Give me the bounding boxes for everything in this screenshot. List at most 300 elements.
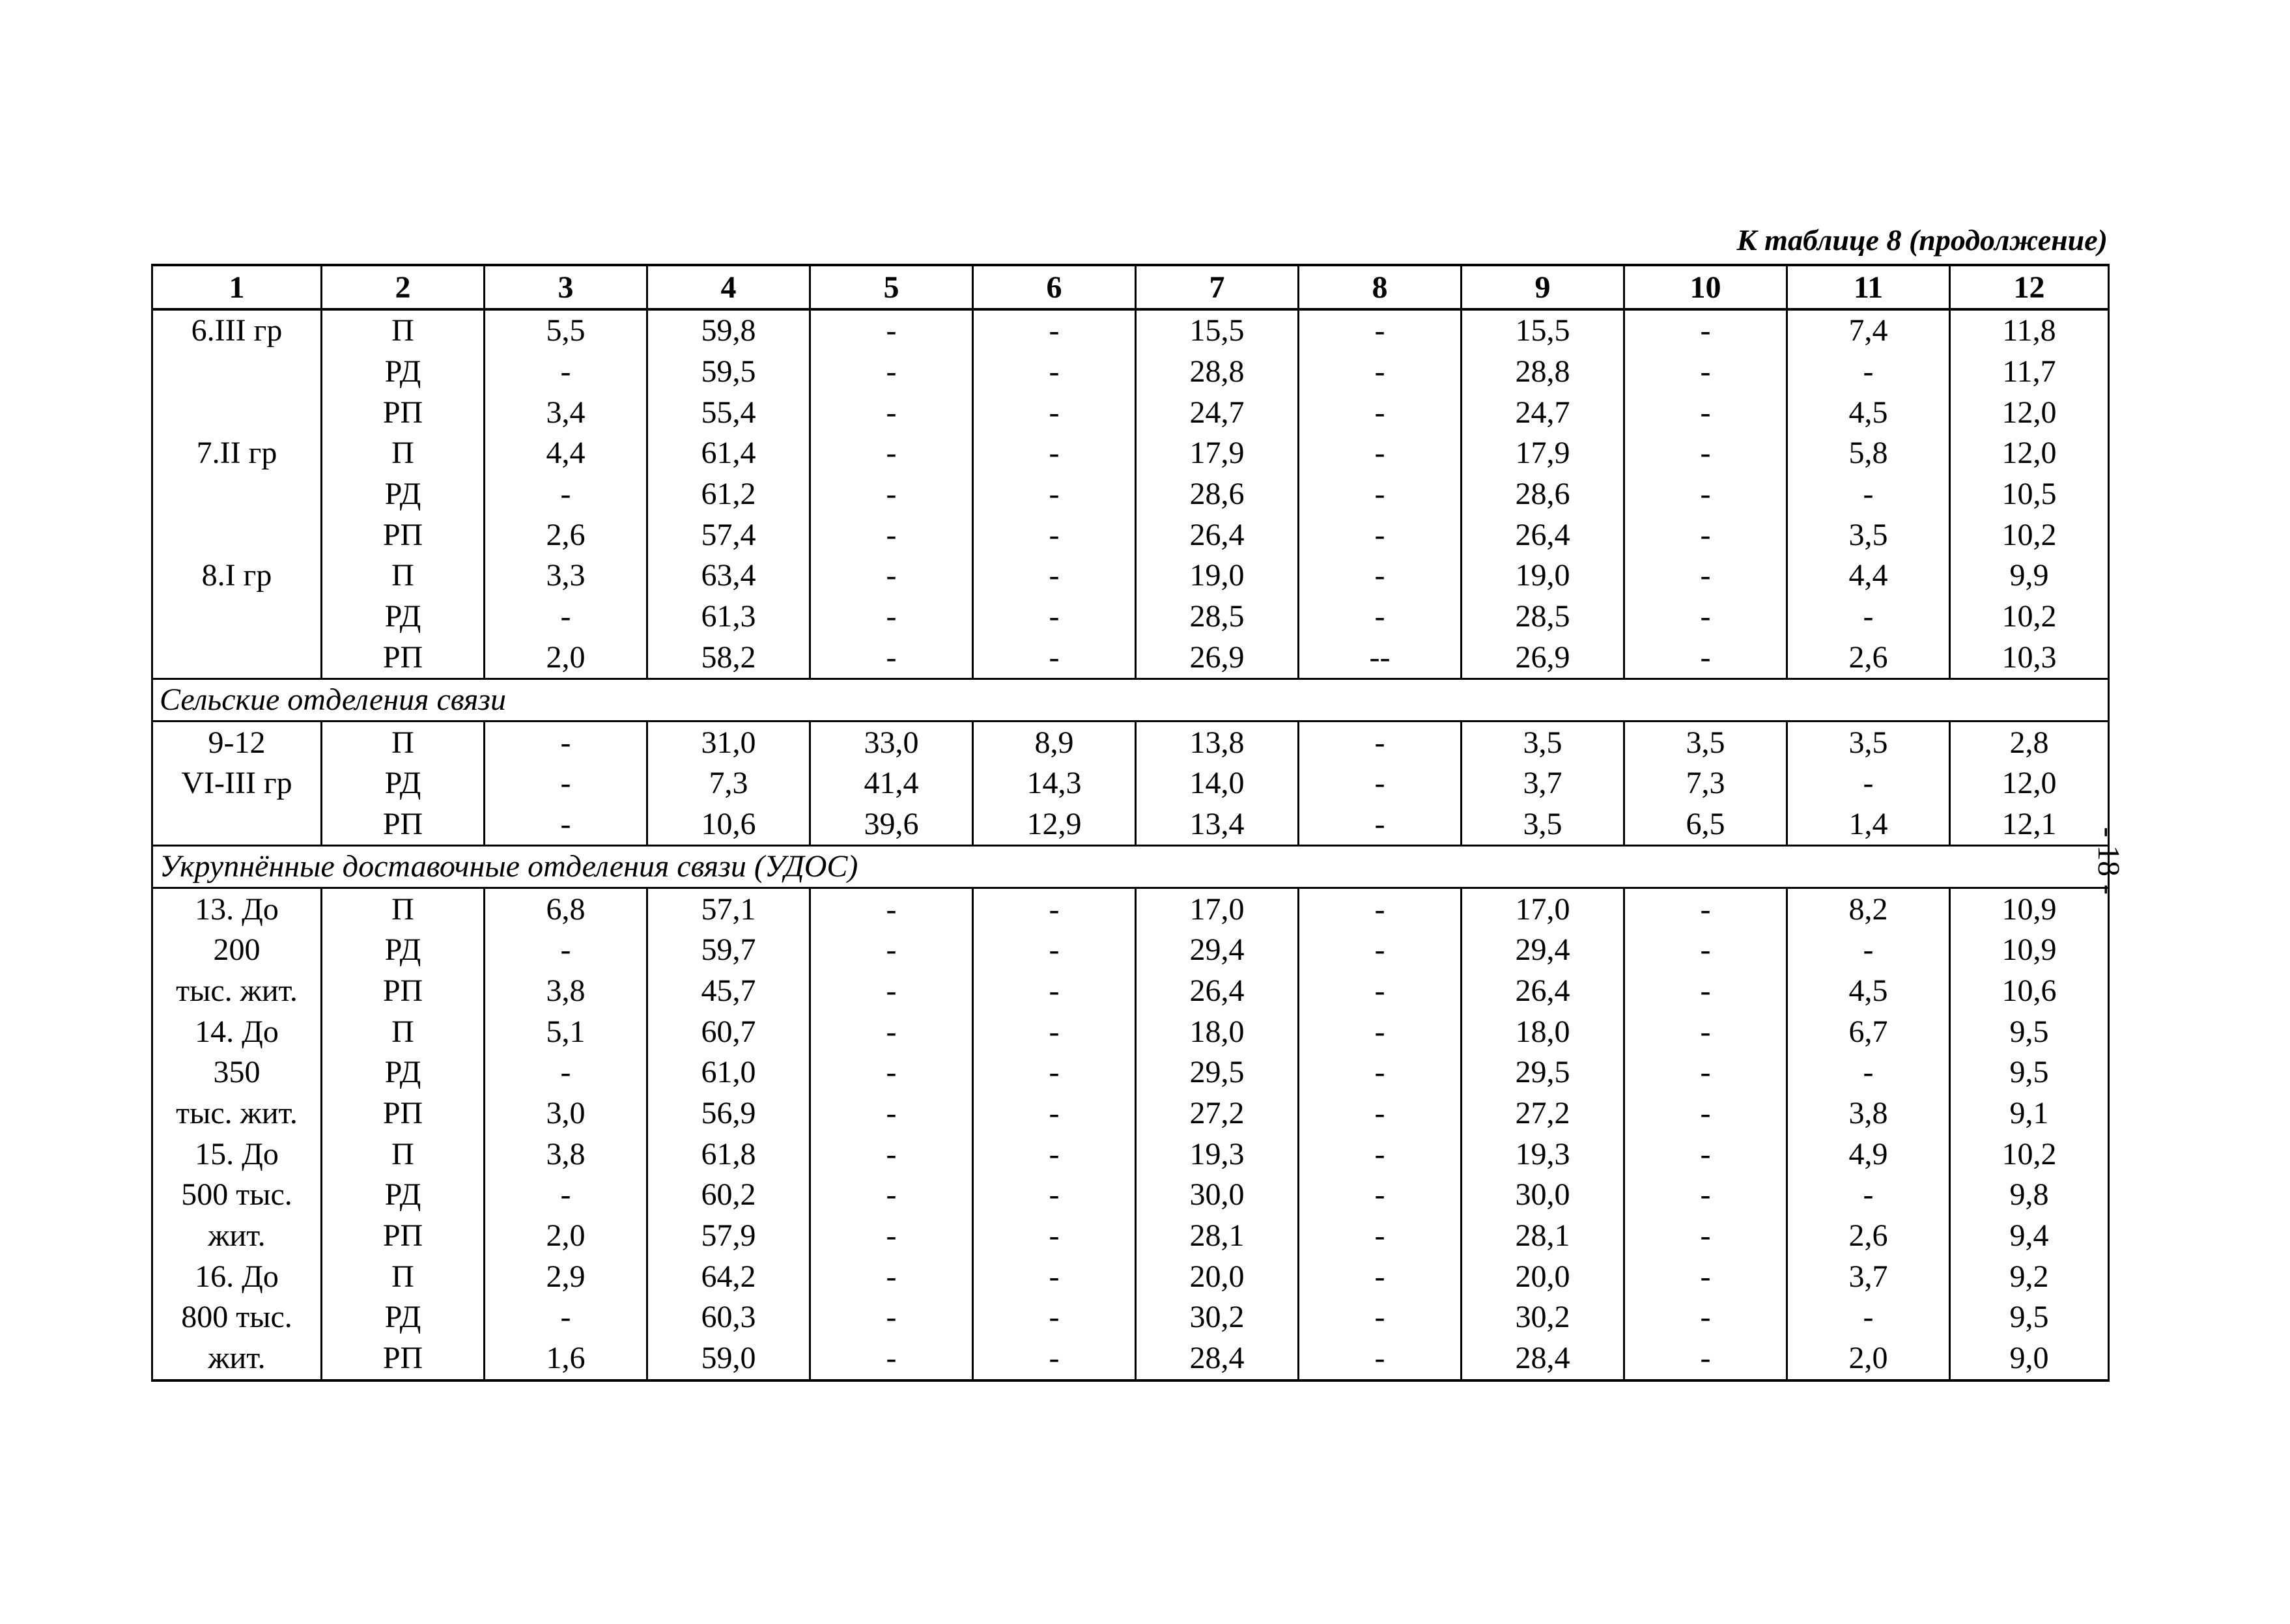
table-cell xyxy=(152,637,322,679)
table-cell: 7,3 xyxy=(647,763,810,804)
table-cell: - xyxy=(1299,1216,1462,1257)
table-cell: РП xyxy=(322,1093,485,1134)
table-cell: РД xyxy=(322,1175,485,1216)
table-cell: 3,5 xyxy=(1624,721,1787,763)
table-cell: - xyxy=(1299,309,1462,352)
section-heading-row xyxy=(152,846,2109,888)
table-cell: 19,0 xyxy=(1136,555,1299,596)
table-cell: - xyxy=(810,971,973,1012)
table-cell: - xyxy=(1299,1297,1462,1338)
table-cell: 26,4 xyxy=(1462,971,1624,1012)
table-row xyxy=(152,1256,2109,1297)
table-cell: 55,4 xyxy=(647,392,810,433)
table-cell: 17,9 xyxy=(1462,433,1624,474)
table-cell: 64,2 xyxy=(647,1256,810,1297)
table-cell: 60,7 xyxy=(647,1011,810,1052)
table-cell xyxy=(152,392,322,433)
table-cell xyxy=(152,596,322,637)
table-cell: 2,8 xyxy=(1950,721,2109,763)
table-cell: 9,5 xyxy=(1950,1011,2109,1052)
table-cell: П xyxy=(322,721,485,763)
table-cell: - xyxy=(973,1256,1136,1297)
table-cell: П xyxy=(322,555,485,596)
table-cell: 3,5 xyxy=(1787,514,1950,555)
table-cell: 3,4 xyxy=(485,392,647,433)
table-cell: 41,4 xyxy=(810,763,973,804)
table-cell: - xyxy=(810,309,973,352)
table-cell: П xyxy=(322,888,485,930)
table-cell: 5,1 xyxy=(485,1011,647,1052)
table-row xyxy=(152,637,2109,679)
table-cell: П xyxy=(322,433,485,474)
table-cell: РД xyxy=(322,763,485,804)
table-cell: 61,0 xyxy=(647,1052,810,1093)
table-cell: 15,5 xyxy=(1462,309,1624,352)
column-header: 12 xyxy=(1950,265,2109,309)
table-cell: 20,0 xyxy=(1462,1256,1624,1297)
table-cell: 2,9 xyxy=(485,1256,647,1297)
table-cell: - xyxy=(1299,888,1462,930)
table-cell: 8.I гр xyxy=(152,555,322,596)
table-cell: 17,9 xyxy=(1136,433,1299,474)
table-cell: РД xyxy=(322,474,485,515)
column-header: 10 xyxy=(1624,265,1787,309)
table-cell: - xyxy=(1624,1256,1787,1297)
table-cell: РД xyxy=(322,352,485,393)
table-cell: - xyxy=(1624,596,1787,637)
table-cell: - xyxy=(485,763,647,804)
table-cell: 59,7 xyxy=(647,930,810,971)
table-cell: 7.II гр xyxy=(152,433,322,474)
table-cell: 30,0 xyxy=(1462,1175,1624,1216)
table-cell: 61,8 xyxy=(647,1134,810,1175)
table-caption: К таблице 8 (продолжение) xyxy=(1736,223,2108,257)
table-cell: жит. xyxy=(152,1338,322,1380)
table-cell: 4,9 xyxy=(1787,1134,1950,1175)
table-cell: 60,2 xyxy=(647,1175,810,1216)
table-cell: - xyxy=(973,474,1136,515)
table-cell: 3,7 xyxy=(1462,763,1624,804)
table-cell: - xyxy=(1624,392,1787,433)
table-cell xyxy=(152,804,322,846)
table-cell: 6,5 xyxy=(1624,804,1787,846)
table-cell: - xyxy=(485,804,647,846)
table-cell: 10,9 xyxy=(1950,930,2109,971)
table-cell: 10,3 xyxy=(1950,637,2109,679)
table-row xyxy=(152,1338,2109,1380)
table-cell: - xyxy=(485,596,647,637)
table-cell: 2,0 xyxy=(485,1216,647,1257)
table-cell: - xyxy=(485,1175,647,1216)
table-cell: 12,0 xyxy=(1950,763,2109,804)
table-cell: 9,9 xyxy=(1950,555,2109,596)
data-table xyxy=(151,264,2110,1382)
table-cell: 13,4 xyxy=(1136,804,1299,846)
table-row xyxy=(152,433,2109,474)
table-cell: 9,1 xyxy=(1950,1093,2109,1134)
table-cell: - xyxy=(1299,971,1462,1012)
table-cell: 15,5 xyxy=(1136,309,1299,352)
table-cell: - xyxy=(1299,1338,1462,1380)
table-cell: 3,8 xyxy=(485,1134,647,1175)
table-cell: 10,5 xyxy=(1950,474,2109,515)
column-header: 1 xyxy=(152,265,322,309)
table-cell: 800 тыс. xyxy=(152,1297,322,1338)
table-cell: - xyxy=(810,888,973,930)
table-cell: - xyxy=(485,474,647,515)
table-cell: - xyxy=(810,514,973,555)
table-cell: - xyxy=(973,1093,1136,1134)
table-cell: - xyxy=(1299,1011,1462,1052)
table-cell: - xyxy=(973,930,1136,971)
table-cell: 8,2 xyxy=(1787,888,1950,930)
table-cell: - xyxy=(1299,392,1462,433)
table-cell: - xyxy=(1624,971,1787,1012)
table-cell: РД xyxy=(322,1297,485,1338)
table-cell: 14. До xyxy=(152,1011,322,1052)
table-cell: - xyxy=(1299,474,1462,515)
table-cell: 11,7 xyxy=(1950,352,2109,393)
column-header: 2 xyxy=(322,265,485,309)
table-cell: 2,6 xyxy=(1787,1216,1950,1257)
table-cell: 60,3 xyxy=(647,1297,810,1338)
table-cell: 59,8 xyxy=(647,309,810,352)
table-cell: 4,4 xyxy=(1787,555,1950,596)
table-row xyxy=(152,930,2109,971)
table-cell: 61,4 xyxy=(647,433,810,474)
column-header: 9 xyxy=(1462,265,1624,309)
table-cell: - xyxy=(1624,514,1787,555)
table-cell: 4,4 xyxy=(485,433,647,474)
table-cell: 59,5 xyxy=(647,352,810,393)
table-cell: 28,5 xyxy=(1462,596,1624,637)
table-cell: 14,3 xyxy=(973,763,1136,804)
table-cell: 350 xyxy=(152,1052,322,1093)
table-cell: 28,8 xyxy=(1136,352,1299,393)
table-cell: П xyxy=(322,1256,485,1297)
table-cell: - xyxy=(485,930,647,971)
table-cell: 57,1 xyxy=(647,888,810,930)
table-cell: - xyxy=(1624,1175,1787,1216)
table-cell: - xyxy=(1787,596,1950,637)
table-cell: - xyxy=(1299,1256,1462,1297)
table-cell: - xyxy=(973,1297,1136,1338)
table-cell: 12,0 xyxy=(1950,433,2109,474)
table-cell: - xyxy=(810,474,973,515)
table-row xyxy=(152,352,2109,393)
table-cell: 12,1 xyxy=(1950,804,2109,846)
table-cell: 19,3 xyxy=(1136,1134,1299,1175)
table-row xyxy=(152,1216,2109,1257)
table-cell: 9,2 xyxy=(1950,1256,2109,1297)
table-cell: - xyxy=(1624,637,1787,679)
table-row xyxy=(152,1093,2109,1134)
table-cell: П xyxy=(322,1011,485,1052)
table-cell: - xyxy=(485,1052,647,1093)
table-cell: 18,0 xyxy=(1462,1011,1624,1052)
table-cell: жит. xyxy=(152,1216,322,1257)
table-cell: - xyxy=(973,352,1136,393)
table-cell: - xyxy=(973,1338,1136,1380)
table-row xyxy=(152,1297,2109,1338)
table-cell: 28,4 xyxy=(1462,1338,1624,1380)
table-cell: - xyxy=(485,721,647,763)
table-cell: 24,7 xyxy=(1462,392,1624,433)
table-cell: РП xyxy=(322,514,485,555)
table-row xyxy=(152,309,2109,352)
table-cell: 6.III гр xyxy=(152,309,322,352)
table-cell: 17,0 xyxy=(1462,888,1624,930)
page-number: - 18 - xyxy=(2091,827,2126,895)
table-cell: РД xyxy=(322,930,485,971)
table-cell: РП xyxy=(322,637,485,679)
table-cell: 28,6 xyxy=(1462,474,1624,515)
table-cell: - xyxy=(973,1175,1136,1216)
table-cell: - xyxy=(1299,1093,1462,1134)
table-cell: - xyxy=(973,637,1136,679)
table-cell: - xyxy=(973,433,1136,474)
header-row xyxy=(152,265,2109,309)
table-cell: 14,0 xyxy=(1136,763,1299,804)
table-cell: 9,5 xyxy=(1950,1297,2109,1338)
table-cell: - xyxy=(1624,352,1787,393)
table-cell: - xyxy=(485,352,647,393)
table-cell: - xyxy=(1624,555,1787,596)
table-cell: - xyxy=(1299,514,1462,555)
table-cell: 28,1 xyxy=(1136,1216,1299,1257)
table-cell: 29,4 xyxy=(1462,930,1624,971)
table-cell: - xyxy=(1299,721,1462,763)
table-cell: 12,0 xyxy=(1950,392,2109,433)
table-cell: 13. До xyxy=(152,888,322,930)
table-cell: 10,9 xyxy=(1950,888,2109,930)
table-cell: - xyxy=(1624,309,1787,352)
column-header: 4 xyxy=(647,265,810,309)
table-cell: 19,0 xyxy=(1462,555,1624,596)
table-cell: - xyxy=(1624,1216,1787,1257)
table-cell: - xyxy=(1299,433,1462,474)
table-cell: 29,5 xyxy=(1136,1052,1299,1093)
table-cell: РП xyxy=(322,1338,485,1380)
table-cell: - xyxy=(810,1216,973,1257)
table-cell: 6,8 xyxy=(485,888,647,930)
table-cell: 33,0 xyxy=(810,721,973,763)
table-cell: 10,2 xyxy=(1950,1134,2109,1175)
table-cell: РП xyxy=(322,804,485,846)
table-cell: - xyxy=(973,309,1136,352)
table-cell: - xyxy=(1624,888,1787,930)
table-cell: 3,5 xyxy=(1462,804,1624,846)
table-row xyxy=(152,721,2109,763)
table-cell: 19,3 xyxy=(1462,1134,1624,1175)
table-cell: 17,0 xyxy=(1136,888,1299,930)
table-cell: 63,4 xyxy=(647,555,810,596)
table-cell: 45,7 xyxy=(647,971,810,1012)
table-cell: 8,9 xyxy=(973,721,1136,763)
table-cell: 7,4 xyxy=(1787,309,1950,352)
table-cell: - xyxy=(810,1011,973,1052)
table-cell: - xyxy=(810,596,973,637)
table-cell: П xyxy=(322,309,485,352)
table-cell: - xyxy=(810,555,973,596)
table-cell: - xyxy=(1787,763,1950,804)
table-cell: 3,8 xyxy=(1787,1093,1950,1134)
table-cell: 30,0 xyxy=(1136,1175,1299,1216)
table-cell: - xyxy=(810,1052,973,1093)
table-cell: 10,6 xyxy=(1950,971,2109,1012)
table-cell: 3,7 xyxy=(1787,1256,1950,1297)
table-cell: П xyxy=(322,1134,485,1175)
table-cell: - xyxy=(1624,433,1787,474)
table-cell: 57,4 xyxy=(647,514,810,555)
table-cell: 31,0 xyxy=(647,721,810,763)
column-header: 5 xyxy=(810,265,973,309)
table-cell: 56,9 xyxy=(647,1093,810,1134)
column-header: 8 xyxy=(1299,265,1462,309)
table-cell: 29,5 xyxy=(1462,1052,1624,1093)
table-cell: - xyxy=(973,1216,1136,1257)
table-cell: 26,9 xyxy=(1136,637,1299,679)
table-cell: РД xyxy=(322,1052,485,1093)
table-cell: 27,2 xyxy=(1136,1093,1299,1134)
table-row xyxy=(152,392,2109,433)
table-row xyxy=(152,804,2109,846)
table-cell: РД xyxy=(322,596,485,637)
table-cell: - xyxy=(810,1134,973,1175)
table-cell: 39,6 xyxy=(810,804,973,846)
table-body xyxy=(152,309,2109,1380)
table-cell: 16. До xyxy=(152,1256,322,1297)
table-cell: 26,4 xyxy=(1136,971,1299,1012)
table-row xyxy=(152,596,2109,637)
table-cell: - xyxy=(1299,1134,1462,1175)
table-cell: - xyxy=(1624,1338,1787,1380)
table-cell: - xyxy=(485,1297,647,1338)
table-cell: 24,7 xyxy=(1136,392,1299,433)
column-header: 7 xyxy=(1136,265,1299,309)
table-cell: - xyxy=(810,1297,973,1338)
table-cell: - xyxy=(810,392,973,433)
table-cell: - xyxy=(973,1011,1136,1052)
table-cell: 58,2 xyxy=(647,637,810,679)
table-cell: - xyxy=(810,637,973,679)
table-cell: 28,6 xyxy=(1136,474,1299,515)
table-cell: 7,3 xyxy=(1624,763,1787,804)
table-row xyxy=(152,514,2109,555)
table-cell xyxy=(152,474,322,515)
table-cell: 9,0 xyxy=(1950,1338,2109,1380)
column-header: 3 xyxy=(485,265,647,309)
table-cell: 2,6 xyxy=(485,514,647,555)
table-cell: 11,8 xyxy=(1950,309,2109,352)
table-cell: 29,4 xyxy=(1136,930,1299,971)
table-cell: - xyxy=(810,1338,973,1380)
table-cell: - xyxy=(810,1093,973,1134)
table-cell: 57,9 xyxy=(647,1216,810,1257)
table-cell: 3,0 xyxy=(485,1093,647,1134)
table-cell: - xyxy=(1299,804,1462,846)
table-cell: - xyxy=(810,352,973,393)
table-cell: - xyxy=(973,971,1136,1012)
table-cell: 10,2 xyxy=(1950,596,2109,637)
table-cell: 200 xyxy=(152,930,322,971)
table-cell: 9,8 xyxy=(1950,1175,2109,1216)
table-cell: - xyxy=(973,596,1136,637)
table-cell: - xyxy=(810,433,973,474)
table-cell: 2,0 xyxy=(1787,1338,1950,1380)
table-cell: 9,5 xyxy=(1950,1052,2109,1093)
column-header: 11 xyxy=(1787,265,1950,309)
table-cell: 28,8 xyxy=(1462,352,1624,393)
table-cell: 500 тыс. xyxy=(152,1175,322,1216)
table-cell: VI-III гр xyxy=(152,763,322,804)
table-row xyxy=(152,1134,2109,1175)
table-cell: 28,5 xyxy=(1136,596,1299,637)
table-row xyxy=(152,1011,2109,1052)
table-cell: 12,9 xyxy=(973,804,1136,846)
table-cell: 15. До xyxy=(152,1134,322,1175)
table-cell: 4,5 xyxy=(1787,392,1950,433)
table-cell: - xyxy=(973,514,1136,555)
table-cell: 26,4 xyxy=(1136,514,1299,555)
table-cell: 6,7 xyxy=(1787,1011,1950,1052)
table-cell: тыс. жит. xyxy=(152,971,322,1012)
table-row xyxy=(152,555,2109,596)
section-title: Укрупнённые доставочные отделения связи (УДОС) xyxy=(152,846,2109,888)
table-cell: - xyxy=(1624,1052,1787,1093)
table-row xyxy=(152,888,2109,930)
table-cell: - xyxy=(1787,1052,1950,1093)
table-cell: 3,5 xyxy=(1462,721,1624,763)
table-cell: - xyxy=(1787,352,1950,393)
table-cell: - xyxy=(1787,930,1950,971)
table-cell: - xyxy=(973,555,1136,596)
section-title: Сельские отделения связи xyxy=(152,679,2109,721)
table-cell: - xyxy=(1624,1093,1787,1134)
table-cell: тыс. жит. xyxy=(152,1093,322,1134)
table-cell: 4,5 xyxy=(1787,971,1950,1012)
table-cell: - xyxy=(810,1256,973,1297)
table-cell: - xyxy=(1299,930,1462,971)
table-cell xyxy=(152,514,322,555)
table-row xyxy=(152,763,2109,804)
table-cell: - xyxy=(1299,596,1462,637)
table-cell: 10,6 xyxy=(647,804,810,846)
table-cell: -- xyxy=(1299,637,1462,679)
table-cell: 1,6 xyxy=(485,1338,647,1380)
table-cell: 5,8 xyxy=(1787,433,1950,474)
table-cell: 20,0 xyxy=(1136,1256,1299,1297)
table-cell: - xyxy=(1624,474,1787,515)
table-cell: 27,2 xyxy=(1462,1093,1624,1134)
table-cell: 30,2 xyxy=(1462,1297,1624,1338)
table-cell: 13,8 xyxy=(1136,721,1299,763)
table-cell: 61,3 xyxy=(647,596,810,637)
table-cell: 9-12 xyxy=(152,721,322,763)
table-cell: 26,4 xyxy=(1462,514,1624,555)
table-cell: - xyxy=(1624,1134,1787,1175)
table-cell: 26,9 xyxy=(1462,637,1624,679)
table-cell: - xyxy=(810,1175,973,1216)
table-cell: 28,4 xyxy=(1136,1338,1299,1380)
table-cell: 3,8 xyxy=(485,971,647,1012)
table-cell: 61,2 xyxy=(647,474,810,515)
section-heading-row xyxy=(152,679,2109,721)
table-cell: 10,2 xyxy=(1950,514,2109,555)
table-cell: - xyxy=(973,1052,1136,1093)
table-cell: РП xyxy=(322,971,485,1012)
table-row xyxy=(152,971,2109,1012)
